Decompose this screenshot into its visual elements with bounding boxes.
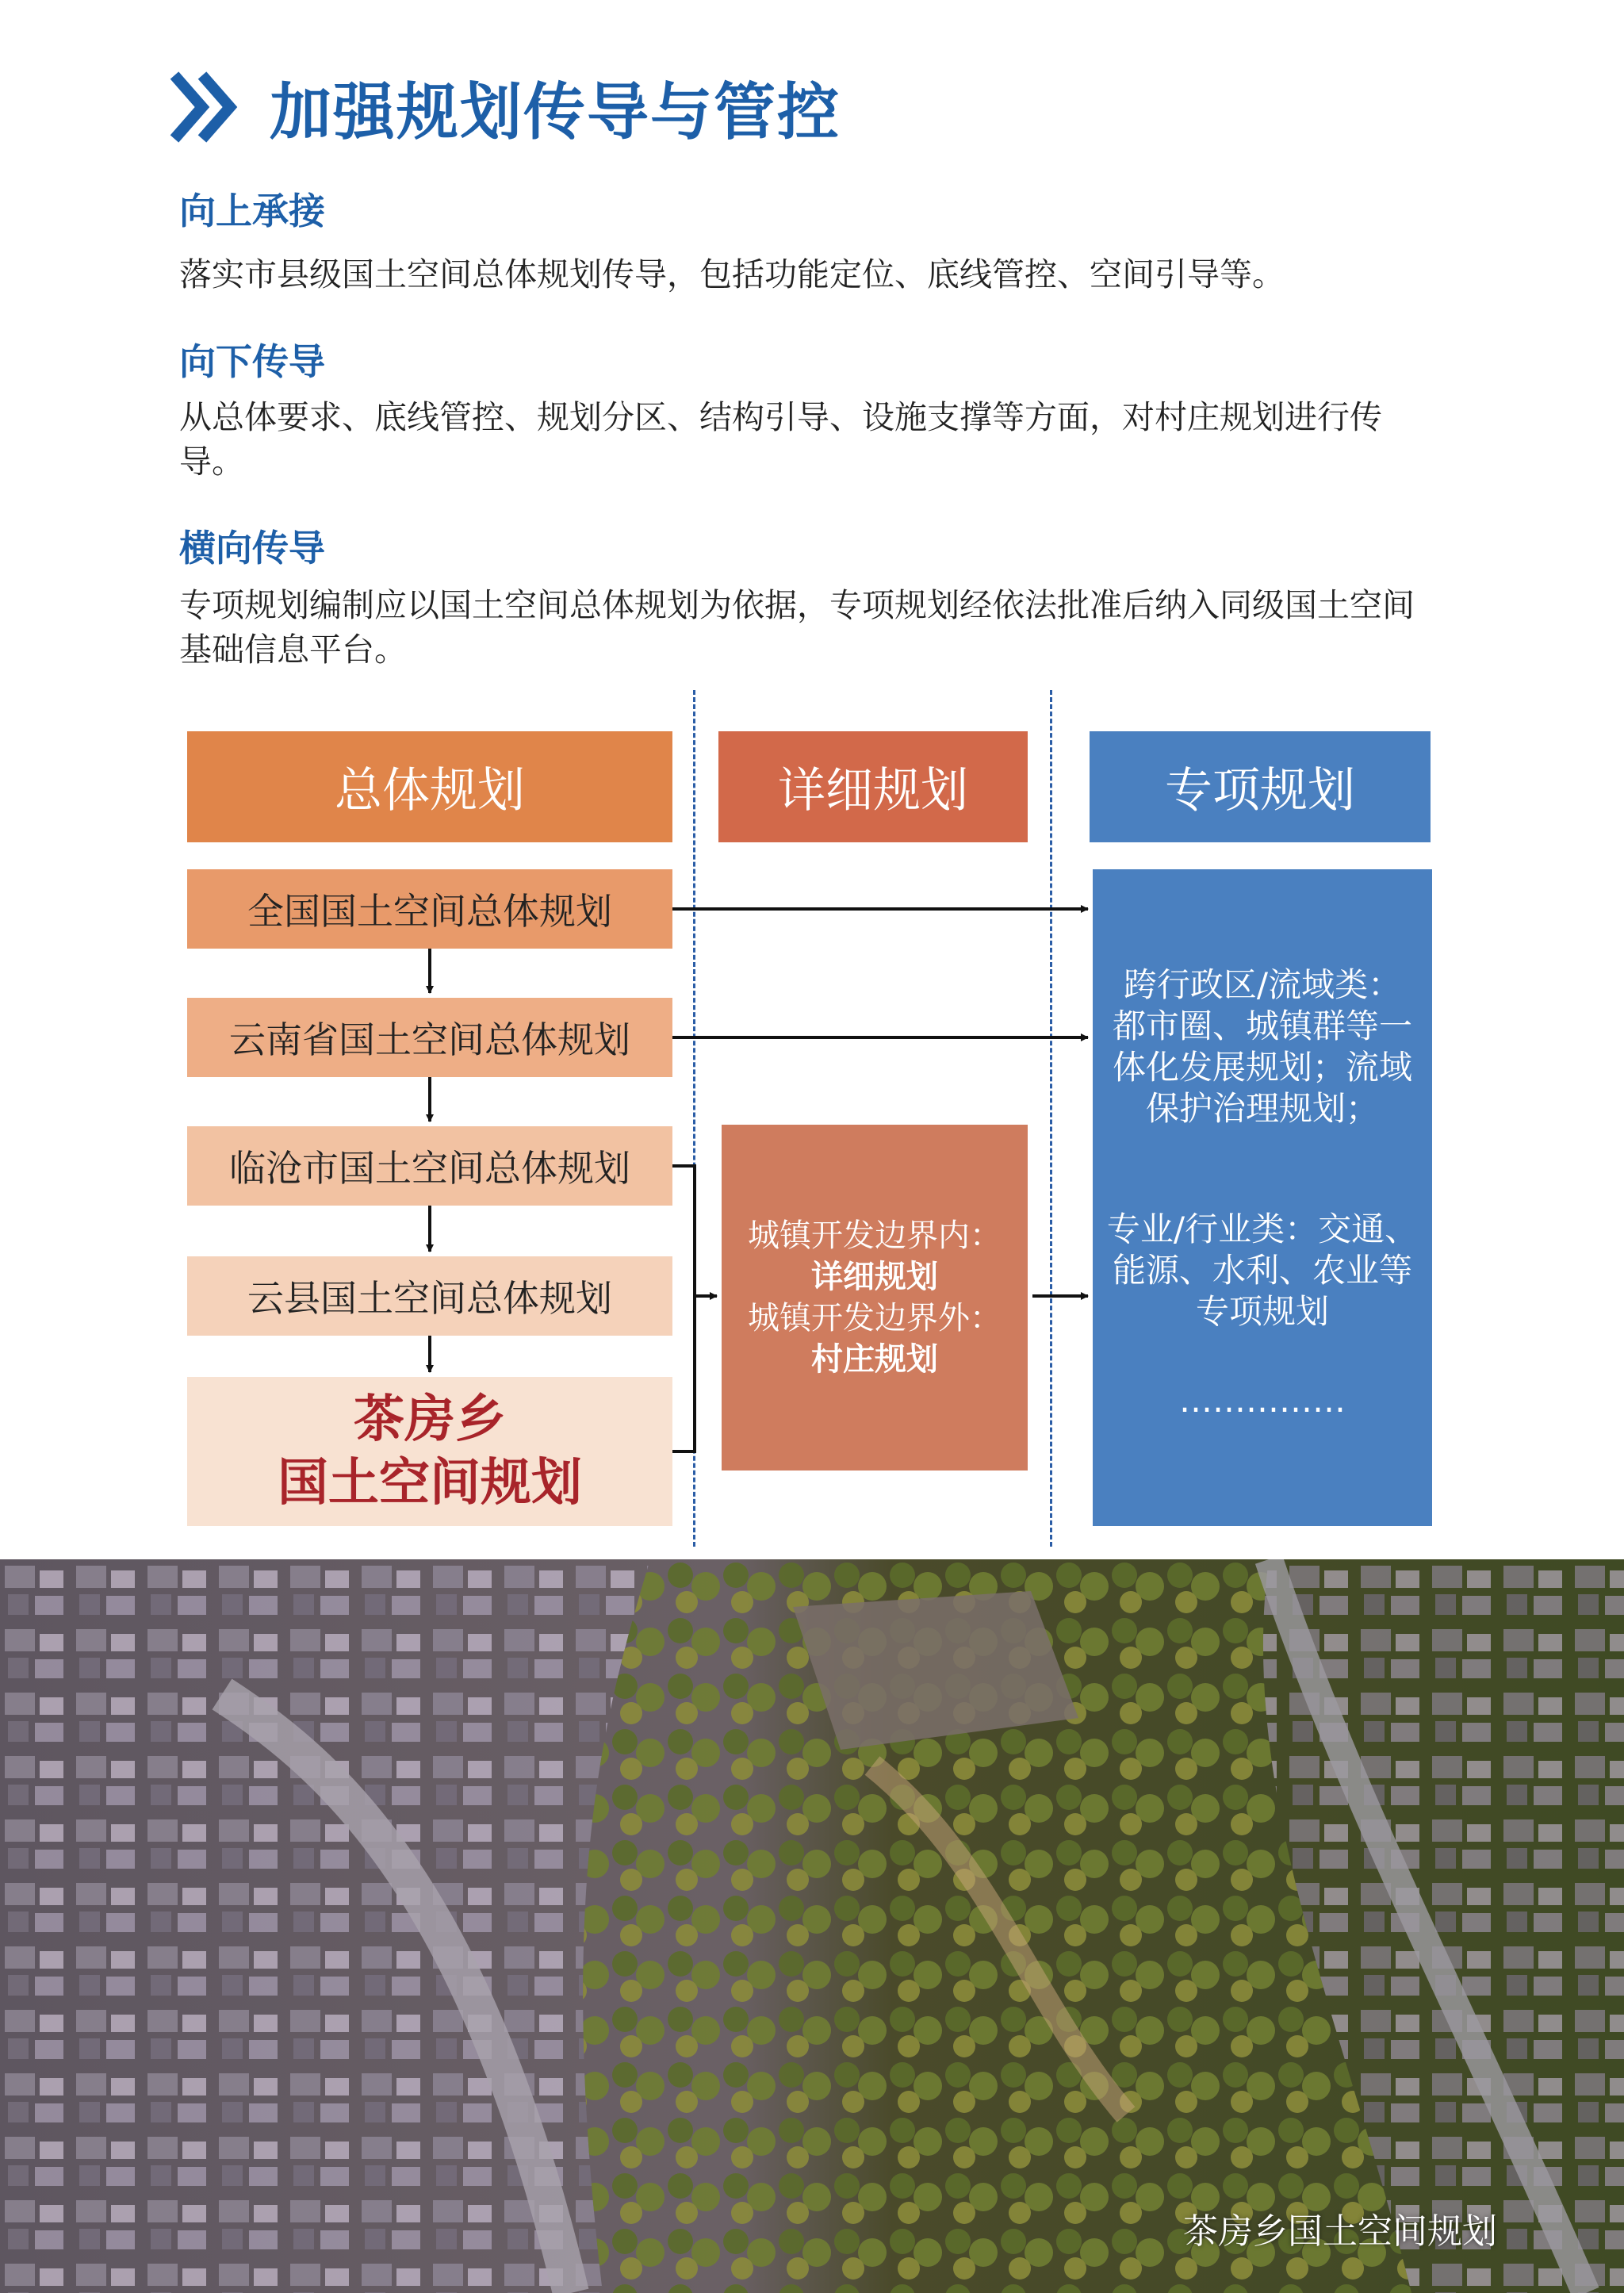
township-name: 茶房乡 xyxy=(354,1390,506,1449)
right-line-3: 体化发展规划；流域 xyxy=(1112,1048,1412,1087)
section-heading-downward: 向下传导 xyxy=(179,340,325,383)
aerial-photo xyxy=(0,1559,1624,2293)
bracket-city-township xyxy=(672,1166,695,1451)
right-line-6: 能源、水利、农业等 xyxy=(1112,1251,1412,1290)
right-line-2: 都市圈、城镇群等一 xyxy=(1112,1007,1412,1045)
section-body-upward: 落实市县级国土空间总体规划传导，包括功能定位、底线管控、空间引导等。 xyxy=(179,255,1285,293)
level-national: 全国国土空间总体规划 xyxy=(187,869,672,949)
level-province: 云南省国土空间总体规划 xyxy=(187,998,672,1077)
detailed-plan-box xyxy=(722,1125,1028,1471)
header-overall-plan: 总体规划 xyxy=(187,731,672,842)
divider-left xyxy=(693,690,695,1547)
section-body-downward: 从总体要求、底线管控、规划分区、结构引导、设施支撑等方面，对村庄规划进行传导。 xyxy=(179,398,1382,481)
mid-line-inside: 城镇开发边界内： xyxy=(748,1217,1002,1254)
level-county: 云县国土空间总体规划 xyxy=(187,1256,672,1336)
double-chevron-icon xyxy=(167,67,246,147)
level-city: 临沧市国土空间总体规划 xyxy=(187,1126,672,1206)
right-line-ellipsis: …………… xyxy=(1179,1381,1346,1420)
photo-caption: 茶房乡国土空间规划 xyxy=(1183,2211,1497,2252)
special-plan-box xyxy=(1093,869,1432,1526)
section-heading-upward: 向上承接 xyxy=(179,190,325,232)
aerial-photo-graphic xyxy=(0,1559,1624,2293)
header-special-plan: 专项规划 xyxy=(1090,731,1431,842)
header-detailed-plan: 详细规划 xyxy=(718,731,1028,842)
township-plan-name: 国土空间规划 xyxy=(278,1454,582,1513)
level-township xyxy=(187,1377,672,1526)
right-line-5: 专业/行业类：交通、 xyxy=(1106,1210,1419,1248)
right-line-1: 跨行政区/流域类： xyxy=(1123,965,1402,1004)
page-title-wrap xyxy=(167,63,841,151)
divider-right xyxy=(1050,690,1052,1547)
section-heading-horizontal: 横向传导 xyxy=(179,527,325,569)
mid-village-plan: 村庄规划 xyxy=(811,1341,938,1378)
mid-line-outside: 城镇开发边界外： xyxy=(748,1300,1002,1336)
right-line-7: 专项规划 xyxy=(1195,1292,1329,1331)
section-body-horizontal: 专项规划编制应以国土空间总体规划为依据，专项规划经依法批准后纳入同级国土空间基础信息平台。 xyxy=(179,586,1415,669)
mid-detailed-plan: 详细规划 xyxy=(811,1259,938,1295)
right-line-4: 保护治理规划； xyxy=(1145,1089,1379,1128)
page-title: 加强规划传导与管控 xyxy=(270,77,841,148)
